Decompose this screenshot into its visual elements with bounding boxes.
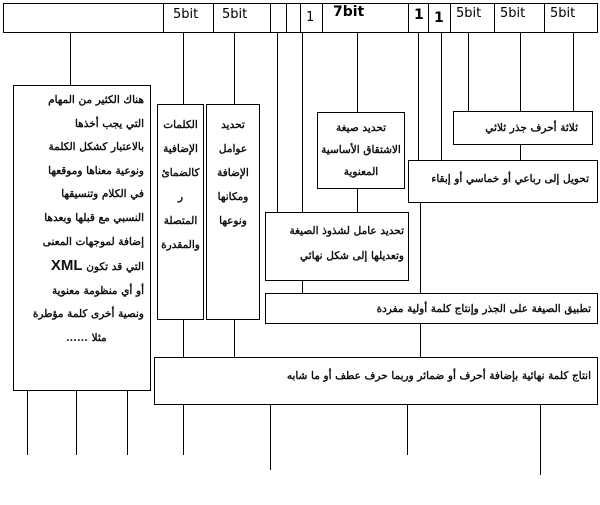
bit-field-5 bbox=[300, 3, 322, 33]
bit-field-label: 1 bbox=[414, 7, 424, 23]
connector bbox=[420, 323, 421, 357]
connector bbox=[234, 319, 235, 357]
bit-field-3 bbox=[270, 3, 286, 33]
bit-field-label: 5bit bbox=[456, 6, 482, 21]
connector bbox=[520, 144, 521, 160]
connector bbox=[76, 390, 77, 455]
three-letters-box: ثلاثة أحرف جذر ثلاثي bbox=[453, 111, 593, 145]
bit-field-9 bbox=[450, 3, 494, 33]
bit-field-10 bbox=[494, 3, 544, 33]
connector bbox=[277, 33, 278, 213]
bit-field-7 bbox=[408, 3, 428, 33]
bit-field-label: 7bit bbox=[333, 4, 365, 20]
bit-field-label: 5bit bbox=[222, 7, 248, 22]
bit-field-0 bbox=[3, 3, 163, 33]
connector bbox=[573, 33, 574, 111]
attached-words-box: الكلمات الإضافية كالضمائ ر المتصلة والمقدرة bbox=[157, 104, 204, 320]
connector bbox=[302, 280, 303, 293]
bit-field-label: 1 bbox=[434, 10, 444, 26]
bit-field-label: 5bit bbox=[173, 7, 199, 22]
bit-field-label: 1 bbox=[306, 10, 315, 25]
irregular-form-box: تحديد عامل لشذوذ الصيغة وتعديلها إلى شكل نهائي bbox=[265, 212, 409, 281]
tasks-box: هناك الكثير من المهام التي يجب أخذها بالاعتبار كشكل الكلمة ونوعية معناها وموقعها في الكلام وتنسيقها النسبي مع قبلها وبعدها إضافة لموجهات المعنى التي قد تكون XML أو أي منظومة معنوية ونصية أخرى كلمة مؤطرة مثلا ...... bbox=[13, 85, 151, 391]
bit-field-1 bbox=[163, 3, 213, 33]
connector bbox=[234, 33, 235, 104]
bit-field-label: 5bit bbox=[500, 6, 526, 21]
connector bbox=[468, 33, 469, 111]
bit-field-label: 5bit bbox=[550, 6, 576, 21]
connector bbox=[270, 405, 271, 470]
connector bbox=[27, 390, 28, 455]
connector bbox=[70, 33, 71, 85]
convert-root-box: تحويل إلى رباعي أو خماسي أو إبقاء bbox=[408, 160, 598, 203]
bit-field-6 bbox=[322, 3, 408, 33]
final-word-box: انتاج كلمة نهائية بإضافة أحرف أو ضمائر وربما حرف عطف أو ما شابه bbox=[154, 357, 598, 405]
connector bbox=[418, 33, 419, 160]
bit-field-2 bbox=[213, 3, 270, 33]
derivation-form-box: تحديد صيغة الاشتقاق الأساسية المعنوية bbox=[317, 112, 405, 189]
connector bbox=[183, 319, 184, 357]
connector bbox=[183, 33, 184, 104]
connector bbox=[357, 33, 358, 113]
connector bbox=[540, 405, 541, 475]
connector bbox=[407, 405, 408, 455]
connector bbox=[183, 405, 184, 455]
connector bbox=[520, 33, 521, 111]
xml-label: XML bbox=[50, 257, 83, 275]
affix-factors-box: تحديد عوامل الإضافة ومكانها ونوعها bbox=[206, 104, 260, 320]
connector bbox=[441, 33, 442, 160]
apply-form-box: تطبيق الصيغة على الجذر وإنتاج كلمة أولية مفردة bbox=[265, 293, 598, 324]
connector bbox=[420, 203, 421, 293]
connector bbox=[302, 33, 303, 213]
connector bbox=[357, 189, 358, 213]
bit-field-8 bbox=[428, 3, 450, 33]
connector bbox=[127, 390, 128, 455]
bit-field-4 bbox=[286, 3, 300, 33]
bit-field-11 bbox=[544, 3, 598, 33]
